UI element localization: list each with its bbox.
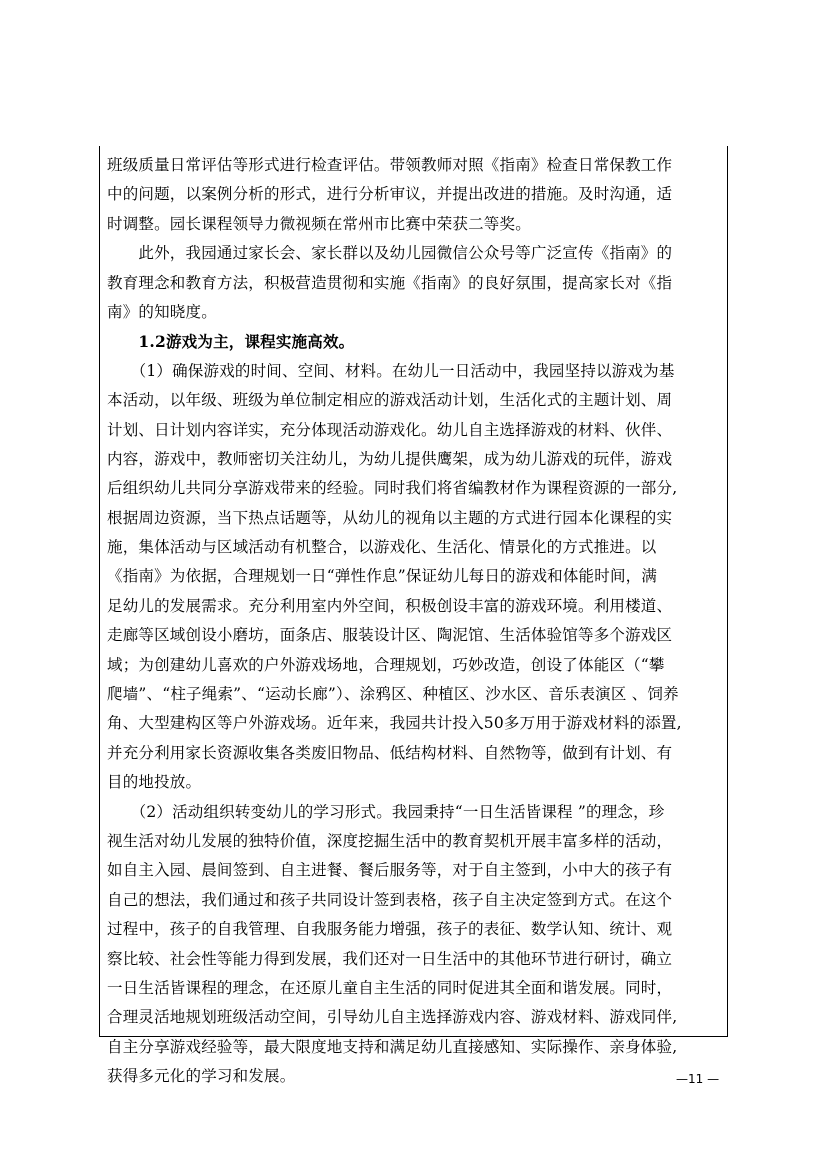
text-line: 自己的想法，我们通过和孩子共同设计签到表格，孩子自主决定签到方式。在这个 (107, 890, 673, 909)
text-line: 走廊等区域创设小磨坊，面条店、服装设计区、陶泥馆、生活体验馆等多个游戏区 (107, 626, 673, 645)
text-line: 察比较、社会性等能力得到发展，我们还对一日生活中的其他环节进行研讨，确立 (107, 949, 673, 968)
text-line: （2）活动组织转变幼儿的学习形式。我园秉持“一日生活皆课程 ”的理念，珍 (107, 802, 665, 821)
text-line: 自主分享游戏经验等，最大限度地支持和满足幼儿直接感知、实际操作、亲身体验, (107, 1037, 678, 1056)
text-line: 内容，游戏中，教师密切关注幼儿，为幼儿提供鹰架，成为幼儿游戏的玩伴，游戏 (107, 449, 673, 468)
text-line: 足幼儿的发展需求。充分利用室内外空间，积极创设丰富的游戏环境。利用楼道、 (107, 596, 673, 615)
text-line: 此外，我园通过家长会、家长群以及幼儿园微信公众号等广泛宣传《指南》的 (107, 244, 673, 263)
text-line: 中的问题，以案例分析的形式，进行分析审议，并提出改进的措施。及时沟通，适 (107, 185, 673, 204)
section-heading: 1.2游戏为主，课程实施高效。 (107, 332, 355, 352)
text-line: 根据周边资源，当下热点话题等，从幼儿的视角以主题的方式进行园本化课程的实 (107, 508, 673, 527)
text-line: 过程中，孩子的自我管理、自我服务能力增强，孩子的表征、数学认知、统计、观 (107, 920, 673, 939)
text-line: 后组织幼儿共同分享游戏带来的经验。同时我们将省编教材作为课程资源的一部分, (107, 479, 678, 498)
body-text (107, 151, 721, 1092)
text-line: 时调整。园长课程领导力微视频在常州市比赛中荣获二等奖。 (107, 214, 531, 233)
text-line: 本活动，以年级、班级为单位制定相应的游戏活动计划，生活化式的主题计划、周 (107, 391, 673, 410)
text-line: 教育理念和教育方法，积极营造贯彻和实施《指南》的良好氛围，提高家长对《指 (107, 273, 673, 292)
page-number: —11 — (676, 1072, 720, 1086)
text-line: 班级质量日常评估等形式进行检查评估。带领教师对照《指南》检查日常保教工作 (107, 156, 673, 174)
text-line: 如自主入园、晨间签到、自主进餐、餐后服务等，对于自主签到，小中大的孩子有 (107, 861, 673, 880)
text-line: （1）确保游戏的时间、空间、材料。在幼儿一日活动中，我园坚持以游戏为基 (107, 361, 675, 380)
text-line: 获得多元化的学习和发展。 (107, 1067, 296, 1086)
text-line: 一日生活皆课程的理念，在还原儿童自主生活的同时促进其全面和谐发展。同时， (107, 978, 673, 997)
text-line: 并充分利用家长资源收集各类废旧物品、低结构材料、自然物等，做到有计划、有 (107, 743, 673, 762)
text-line: 南》的知晓度。 (107, 302, 217, 321)
text-line: 视生活对幼儿发展的独特价值，深度挖掘生活中的教育契机开展丰富多样的活动， (107, 831, 673, 850)
text-line: 域；为创建幼儿喜欢的户外游戏场地，合理规划，巧妙改造，创设了体能区（“攀 (107, 655, 665, 674)
text-line: 《指南》为依据，合理规划一日“弹性作息”保证幼儿每日的游戏和体能时间，满 (107, 567, 658, 586)
text-line: 施，集体活动与区域活动有机整合，以游戏化、生活化、情景化的方式推进。以 (107, 538, 657, 557)
text-line: 爬墙”、“柱子绳索”、“运动长廊”）、涂鸦区、种植区、沙水区、音乐表演区 、饲养 (107, 685, 679, 704)
text-line: 角、大型建构区等户外游戏场。近年来，我园共计投入50多万用于游戏材料的添置, (107, 714, 682, 733)
text-line: 计划、日计划内容详实，充分体现活动游戏化。幼儿自主选择游戏的材料、伙伴、 (107, 420, 673, 439)
text-line: 合理灵活地规划班级活动空间，引导幼儿自主选择游戏内容、游戏材料、游戏同伴, (107, 1008, 678, 1027)
text-line: 目的地投放。 (107, 773, 202, 792)
